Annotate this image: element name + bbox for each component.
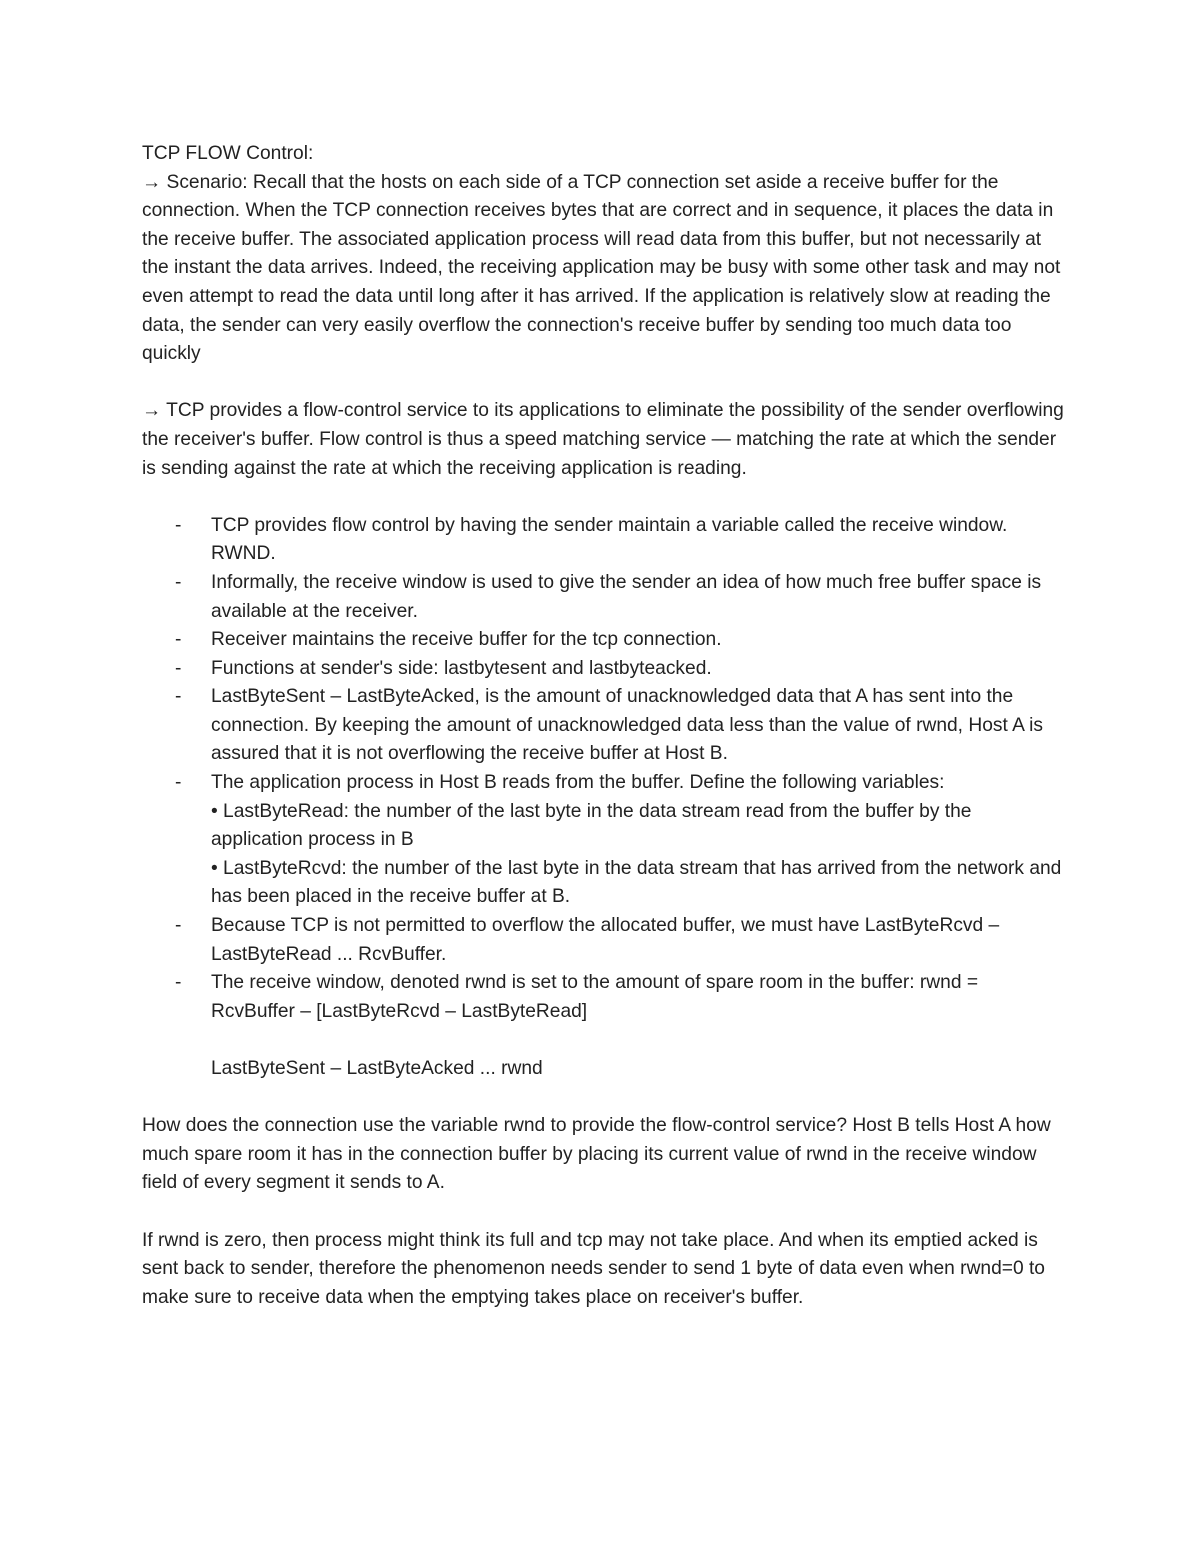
bullet-text: TCP provides flow control by having the sender maintain a variable called the receive window. RWND. [211,514,1008,565]
bullet-list [142,512,1067,1027]
list-item [142,512,1067,569]
bullet-text: Informally, the receive window is used to give the sender an idea of how much free buffer space is available at the receiver. [211,571,1042,622]
document-title: TCP FLOW Control: [142,143,314,164]
list-item [142,969,1067,1026]
scenario-paragraph: → Scenario: Recall that the hosts on each side of a TCP connection set aside a receive buffer for the connection. When the TCP connection receives bytes that are correct and in sequence, it places the data in the receive buffer. The associated application process will read data from this buffer, but not necessarily at the instant the data arrives. Indeed, the receiving application may be busy with some other task and may not even attempt to read the data until long after it has arrived. If the application is relatively slow at reading the data, the sender can very easily overflow the connection's receive buffer by sending too much data too quickly [142,171,1061,365]
document-page [142,140,1067,1312]
spacer [142,369,1067,398]
bullet-dash: - [175,972,182,994]
bullet-text: Functions at sender's side: lastbytesent and lastbyteacked. [211,657,712,679]
bullet-dash: - [175,915,182,937]
spacer [142,1198,1067,1227]
bullet-text: Receiver maintains the receive buffer for the tcp connection. [211,629,722,651]
list-item [142,912,1067,969]
bullet-text: LastByteSent – LastByteAcked, is the amount of unacknowledged data that A has sent into the connection. By keeping the amount of unacknowledged data less than the value of rwnd, Host A is assured that it is not overflowing the receive buffer at Host B. [211,686,1043,765]
list-item [142,626,1067,655]
bullet-dash: - [175,514,182,536]
list-item [142,569,1067,626]
flow-control-intro-paragraph: → TCP provides a flow-control service to its applications to eliminate the possibility of the sender overflowing the receiver's buffer. Flow control is thus a speed matching service — matching the rate at which the sender is sending against the rate at which the receiving application is reading. [142,400,1064,479]
bullet-dash: - [175,686,182,708]
bullet-text: Because TCP is not permitted to overflow the allocated buffer, we must have LastByteRcvd – LastByteRead ... RcvBuffer. [211,915,1000,965]
question-paragraph: How does the connection use the variable rwnd to provide the flow-control service? Host B tells Host A how much spare room it has in the connection buffer by placing its current value of rwnd in the receive window field of every segment it sends to A. [142,1115,1051,1194]
bullet-dash: - [175,657,182,679]
bullet-dash: - [175,772,182,794]
spacer [142,1026,1067,1055]
spacer [142,1084,1067,1113]
list-item [142,655,1067,684]
bullet-dash: - [175,629,182,651]
bullet-text: The application process in Host B reads from the buffer. Define the following variables: [211,772,945,794]
list-item [142,683,1067,769]
sub-bullet-last-byte-rcvd: • LastByteRcvd: the number of the last byte in the data stream that has arrived from the network and has been placed in the receive buffer at B. [211,857,1062,908]
inequality-line: LastByteSent – LastByteAcked ... rwnd [211,1058,543,1079]
bullet-dash: - [175,571,182,593]
bullet-text: The receive window, denoted rwnd is set to the amount of spare room in the buffer: rwnd = RcvBuffer – [LastByteRcvd – LastByteRead] [211,972,979,1022]
sub-bullet-last-byte-read: • LastByteRead: the number of the last byte in the data stream read from the buffer by the application process in B [211,800,972,851]
list-item [142,769,1067,912]
spacer [142,483,1067,512]
zero-window-paragraph: If rwnd is zero, then process might think its full and tcp may not take place. And when its emptied acked is sent back to sender, therefore the phenomenon needs sender to send 1 byte of data even when rwnd=0 to make sure to receive data when the emptying takes place on receiver's buffer. [142,1229,1045,1308]
